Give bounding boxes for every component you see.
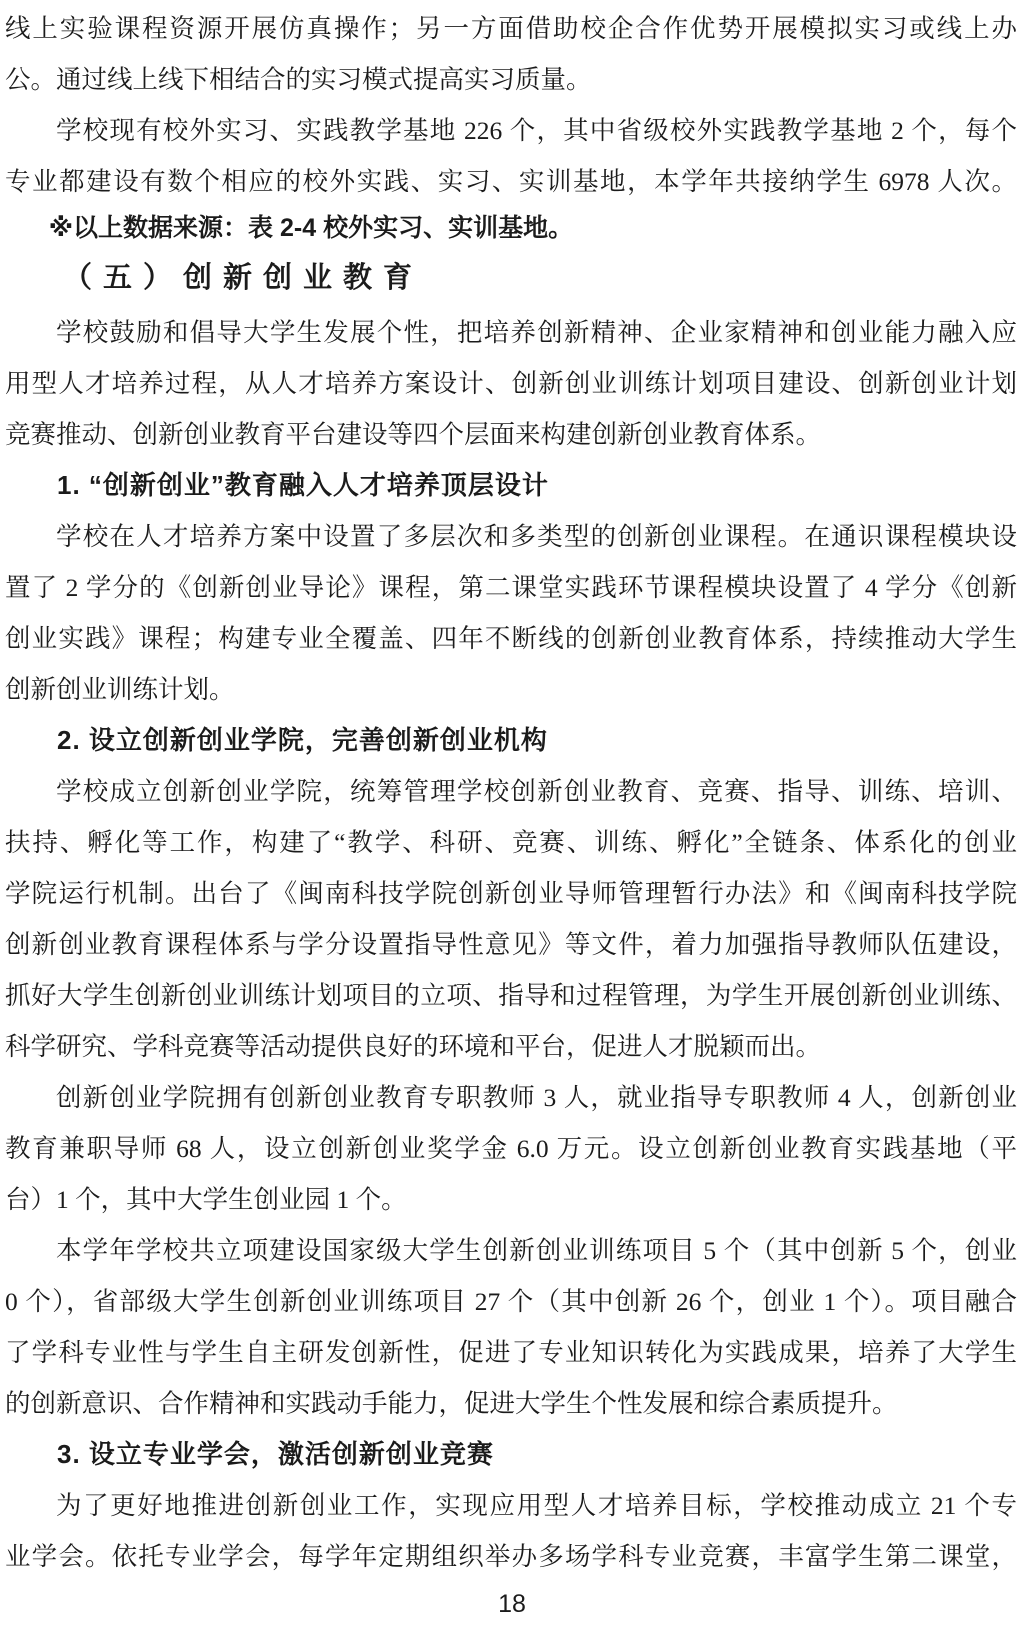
body-text-line: 0 个），省部级大学生创新创业训练项目 27 个（其中创新 26 个，创业 1 个）。项目融合 <box>5 1287 1017 1316</box>
body-text-line: 了学科专业性与学生自主研发创新性，促进了专业知识转化为实践成果，培养了大学生 <box>5 1338 1017 1367</box>
subsection-heading: 1. “创新创业”教育融入人才培养顶层设计 <box>57 470 549 500</box>
body-text-line: 的创新意识、合作精神和实践动手能力，促进大学生个性发展和综合素质提升。 <box>5 1389 898 1418</box>
body-text-line: 学校鼓励和倡导大学生发展个性，把培养创新精神、企业家精神和创业能力融入应 <box>56 318 1017 347</box>
body-text-line: 抓好大学生创新创业训练计划项目的立项、指导和过程管理，为学生开展创新创业训练、 <box>5 981 1017 1010</box>
body-text-line: 创新创业训练计划。 <box>5 675 235 704</box>
body-text-line: 科学研究、学科竞赛等活动提供良好的环境和平台，促进人才脱颖而出。 <box>5 1032 822 1061</box>
body-text-line: 用型人才培养过程，从人才培养方案设计、创新创业训练计划项目建设、创新创业计划 <box>5 369 1017 398</box>
body-text-line: 本学年学校共立项建设国家级大学生创新创业训练项目 5 个（其中创新 5 个，创业 <box>56 1236 1017 1265</box>
subsection-heading: 3. 设立专业学会，激活创新创业竞赛 <box>57 1439 494 1469</box>
body-text-line: 台）1 个，其中大学生创业园 1 个。 <box>5 1185 407 1214</box>
body-text-line: 公。通过线上线下相结合的实习模式提高实习质量。 <box>5 65 592 94</box>
body-text-line: 线上实验课程资源开展仿真操作；另一方面借助校企合作优势开展模拟实习或线上办 <box>5 14 1017 43</box>
body-text-line: 创业实践》课程；构建专业全覆盖、四年不断线的创新创业教育体系，持续推动大学生 <box>5 624 1017 653</box>
body-text-line: 扶持、孵化等工作，构建了“教学、科研、竞赛、训练、孵化”全链条、体系化的创业 <box>5 828 1017 857</box>
body-text-line: 创新创业学院拥有创新创业教育专职教师 3 人，就业指导专职教师 4 人，创新创业 <box>56 1083 1017 1112</box>
data-source-note: ※以上数据来源：表 2-4 校外实习、实训基地。 <box>48 214 574 242</box>
body-text-line: 为了更好地推进创新创业工作，实现应用型人才培养目标，学校推动成立 21 个专 <box>56 1491 1017 1520</box>
section-heading: （五）创新创业教育 <box>63 262 424 294</box>
body-text-line: 教育兼职导师 68 人，设立创新创业奖学金 6.0 万元。设立创新创业教育实践基地（平 <box>5 1134 1017 1163</box>
body-text-line: 置了 2 学分的《创新创业导论》课程，第二课堂实践环节课程模块设置了 4 学分《创新 <box>5 573 1017 602</box>
body-text-line: 学校在人才培养方案中设置了多层次和多类型的创新创业课程。在通识课程模块设 <box>56 522 1017 551</box>
body-text-line: 竞赛推动、创新创业教育平台建设等四个层面来构建创新创业教育体系。 <box>5 420 822 449</box>
body-text-line: 学院运行机制。出台了《闽南科技学院创新创业导师管理暂行办法》和《闽南科技学院 <box>5 879 1017 908</box>
page-footer <box>0 1582 1024 1626</box>
body-text-line: 业学会。依托专业学会，每学年定期组织举办多场学科专业竞赛，丰富学生第二课堂， <box>5 1542 1017 1571</box>
body-text-line: 专业都建设有数个相应的校外实践、实习、实训基地，本学年共接纳学生 6978 人次。 <box>5 167 1017 196</box>
body-text-line: 学校现有校外实习、实践教学基地 226 个，其中省级校外实践教学基地 2 个，每个 <box>56 116 1017 145</box>
body-text-line: 学校成立创新创业学院，统筹管理学校创新创业教育、竞赛、指导、训练、培训、 <box>56 777 1017 806</box>
page-number: 18 <box>498 1589 526 1618</box>
body-text-line: 创新创业教育课程体系与学分设置指导性意见》等文件，着力加强指导教师队伍建设， <box>5 930 1017 959</box>
subsection-heading: 2. 设立创新创业学院，完善创新创业机构 <box>57 725 548 755</box>
